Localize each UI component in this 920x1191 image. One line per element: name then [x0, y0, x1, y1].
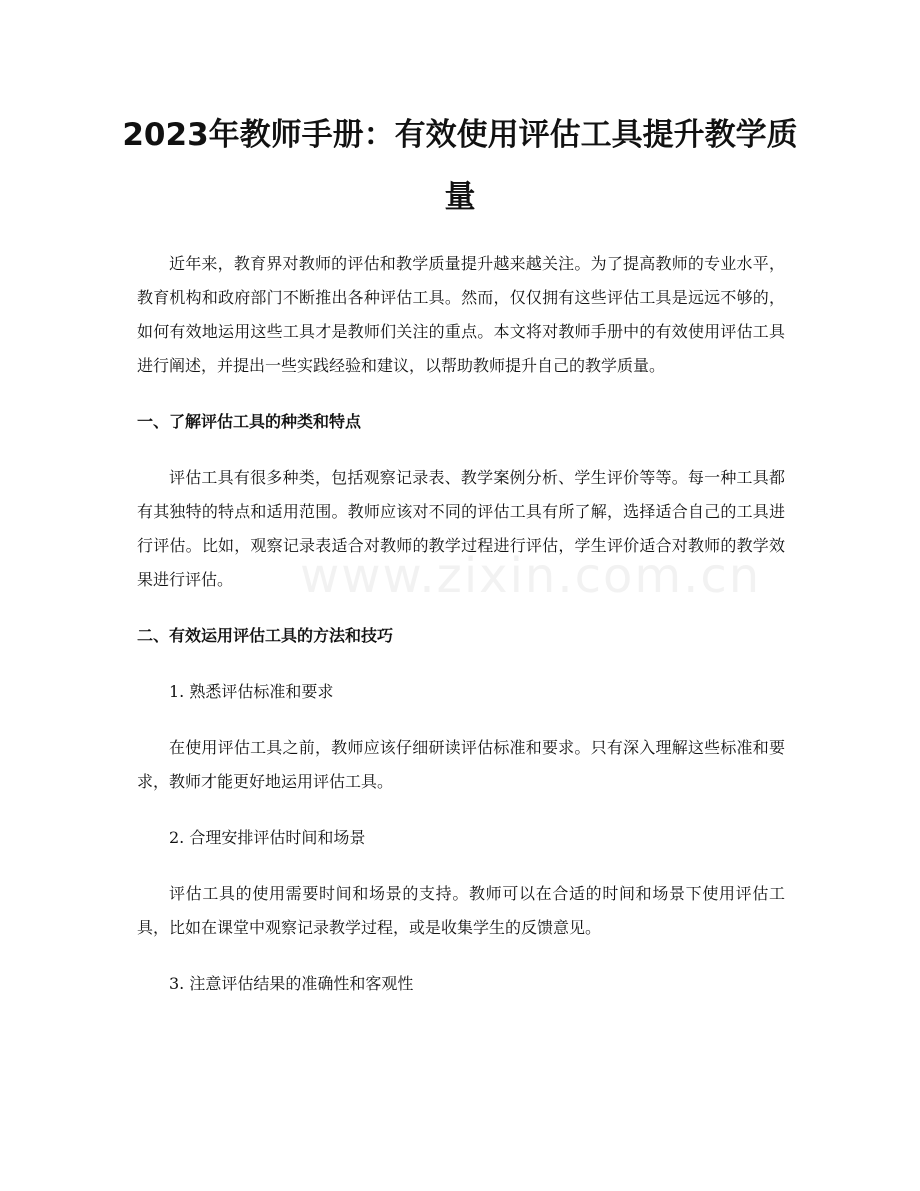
item-2-label: 2. 合理安排评估时间和场景 — [169, 828, 366, 847]
watermark: www.zixin.com.cn — [300, 548, 762, 604]
document-title: 2023年教师手册：有效使用评估工具提升教学质量 — [122, 117, 798, 215]
item-1-paragraph: 在使用评估工具之前，教师应该仔细研读评估标准和要求。只有深入理解这些标准和要求，教师才能更好地运用评估工具。 — [137, 738, 785, 791]
intro-paragraph: 近年来，教育界对教师的评估和教学质量提升越来越关注。为了提高教师的专业水平，教育机构和政府部门不断推出各种评估工具。然而，仅仅拥有这些评估工具是远远不够的，如何有效地运用这些工具才是教师们关注的重点。本文将对教师手册中的有效使用评估工具进行阐述，并提出一些实践经验和建议，以帮助教师提升自己的教学质量。 — [137, 254, 785, 375]
section-1-paragraph: 评估工具有很多种类，包括观察记录表、教学案例分析、学生评价等等。每一种工具都有其独特的特点和适用范围。教师应该对不同的评估工具有所了解，选择适合自己的工具进行评估。比如，观察记录表适合对教师的教学过程进行评估，学生评价适合对教师的教学效果进行评估。 — [137, 468, 785, 589]
section-1-heading: 一、了解评估工具的种类和特点 — [137, 412, 362, 431]
item-2-paragraph: 评估工具的使用需要时间和场景的支持。教师可以在合适的时间和场景下使用评估工具，比如在课堂中观察记录教学过程，或是收集学生的反馈意见。 — [137, 884, 785, 937]
item-1-label: 1. 熟悉评估标准和要求 — [169, 682, 334, 701]
document-body — [137, 247, 785, 1023]
item-3-label: 3. 注意评估结果的准确性和客观性 — [169, 974, 414, 993]
section-2-heading: 二、有效运用评估工具的方法和技巧 — [137, 626, 394, 645]
